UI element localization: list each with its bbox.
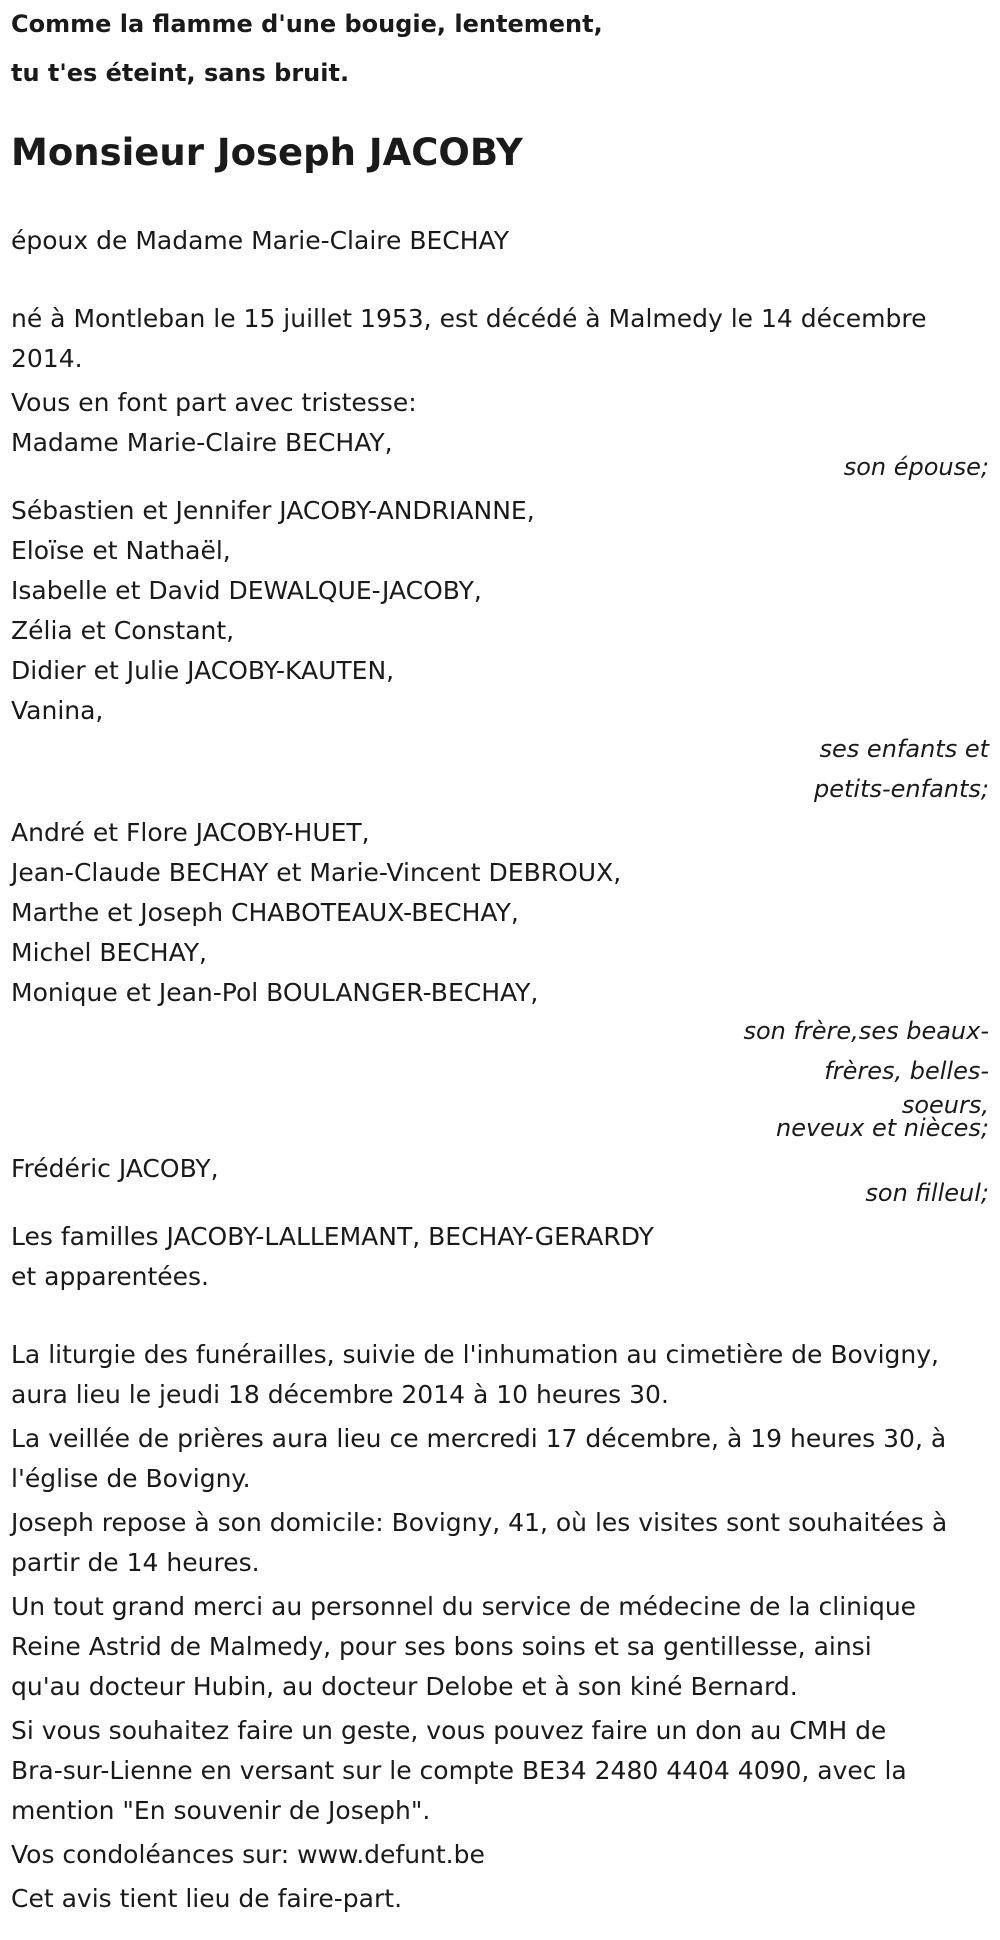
family-godson-block	[11, 1149, 989, 1213]
family-member: Vanina,	[11, 696, 104, 725]
thanks-line: Reine Astrid de Malmedy, pour ses bons soins et sa gentillesse, ainsi	[11, 1632, 872, 1661]
family-member: Michel BECHAY,	[11, 938, 207, 967]
extended-families-line: et apparentées.	[11, 1262, 209, 1291]
vigil-info	[11, 1419, 989, 1499]
family-role-label: son épouse;	[843, 453, 989, 481]
extended-families-line: Les familles JACOBY-LALLEMANT, BECHAY-GERARDY	[11, 1222, 654, 1251]
deceased-name: Monsieur Joseph JACOBY	[11, 131, 523, 174]
family-member: Isabelle et David DEWALQUE-JACOBY,	[11, 576, 482, 605]
liturgy-info	[11, 1335, 989, 1415]
birth-death-line: né à Montleban le 15 juillet 1953, est décédé à Malmedy le 14 décembre	[11, 304, 927, 333]
family-member: André et Flore JACOBY-HUET,	[11, 818, 370, 847]
obituary-notice	[11, 0, 989, 1919]
family-member: Didier et Julie JACOBY-KAUTEN,	[11, 656, 395, 685]
donation-line: Si vous souhaitez faire un geste, vous pouvez faire un don au CMH de	[11, 1716, 887, 1745]
family-member: Eloïse et Nathaël,	[11, 536, 231, 565]
family-role-label: son frère,ses beaux-	[743, 1017, 989, 1045]
condolences-line: Vos condoléances sur: www.defunt.be	[11, 1840, 485, 1869]
repose-line: Joseph repose à son domicile: Bovigny, 41, où les visites sont souhaitées à	[11, 1508, 948, 1537]
repose-line: partir de 14 heures.	[11, 1548, 260, 1577]
vigil-line: l'église de Bovigny.	[11, 1464, 251, 1493]
announcement-intro: Vous en font part avec tristesse:	[11, 388, 417, 417]
family-member: Marthe et Joseph CHABOTEAUX-BECHAY,	[11, 898, 519, 927]
family-role-label: son filleul;	[865, 1179, 989, 1207]
closing-line: Cet avis tient lieu de faire-part.	[11, 1884, 403, 1913]
family-member: Jean-Claude BECHAY et Marie-Vincent DEBROUX,	[11, 858, 622, 887]
family-member: Zélia et Constant,	[11, 616, 235, 645]
epigraph-line: tu t'es éteint, sans bruit.	[11, 59, 350, 87]
extended-families	[11, 1217, 989, 1297]
donation-line: Bra-sur-Lienne en versant sur le compte BE34 2480 4404 4090, avec la	[11, 1756, 907, 1785]
family-role-label: neveux et nièces;	[776, 1114, 989, 1142]
donation-info	[11, 1711, 989, 1831]
epigraph-line: Comme la flamme d'une bougie, lentement,	[11, 10, 603, 38]
birth-death-line: 2014.	[11, 344, 83, 373]
family-member: Sébastien et Jennifer JACOBY-ANDRIANNE,	[11, 496, 535, 525]
liturgy-line: La liturgie des funérailles, suivie de l'inhumation au cimetière de Bovigny,	[11, 1340, 939, 1369]
family-member: Monique et Jean-Pol BOULANGER-BECHAY,	[11, 978, 539, 1007]
donation-line: mention "En souvenir de Joseph".	[11, 1796, 431, 1825]
family-role-label: ses enfants et	[819, 735, 989, 763]
family-role-label: soeurs,	[901, 1091, 989, 1119]
family-role-label: petits-enfants;	[814, 775, 989, 803]
thanks-message	[11, 1587, 989, 1707]
spouse-line: époux de Madame Marie-Claire BECHAY	[11, 226, 509, 255]
family-member: Frédéric JACOBY,	[11, 1154, 219, 1183]
family-spouse-block	[11, 423, 989, 487]
thanks-line: Un tout grand merci au personnel du service de médecine de la clinique	[11, 1592, 917, 1621]
thanks-line: qu'au docteur Hubin, au docteur Delobe et à son kiné Bernard.	[11, 1672, 798, 1701]
vigil-line: La veillée de prières aura lieu ce mercredi 17 décembre, à 19 heures 30, à	[11, 1424, 947, 1453]
epigraph	[11, 0, 989, 98]
family-siblings-block	[11, 813, 989, 1142]
liturgy-line: aura lieu le jeudi 18 décembre 2014 à 10 heures 30.	[11, 1380, 669, 1409]
family-children-block	[11, 491, 989, 809]
repose-info	[11, 1503, 989, 1583]
family-role-label: frères, belles-	[824, 1057, 989, 1085]
family-member: Madame Marie-Claire BECHAY,	[11, 428, 393, 457]
birth-death-info	[11, 299, 989, 379]
